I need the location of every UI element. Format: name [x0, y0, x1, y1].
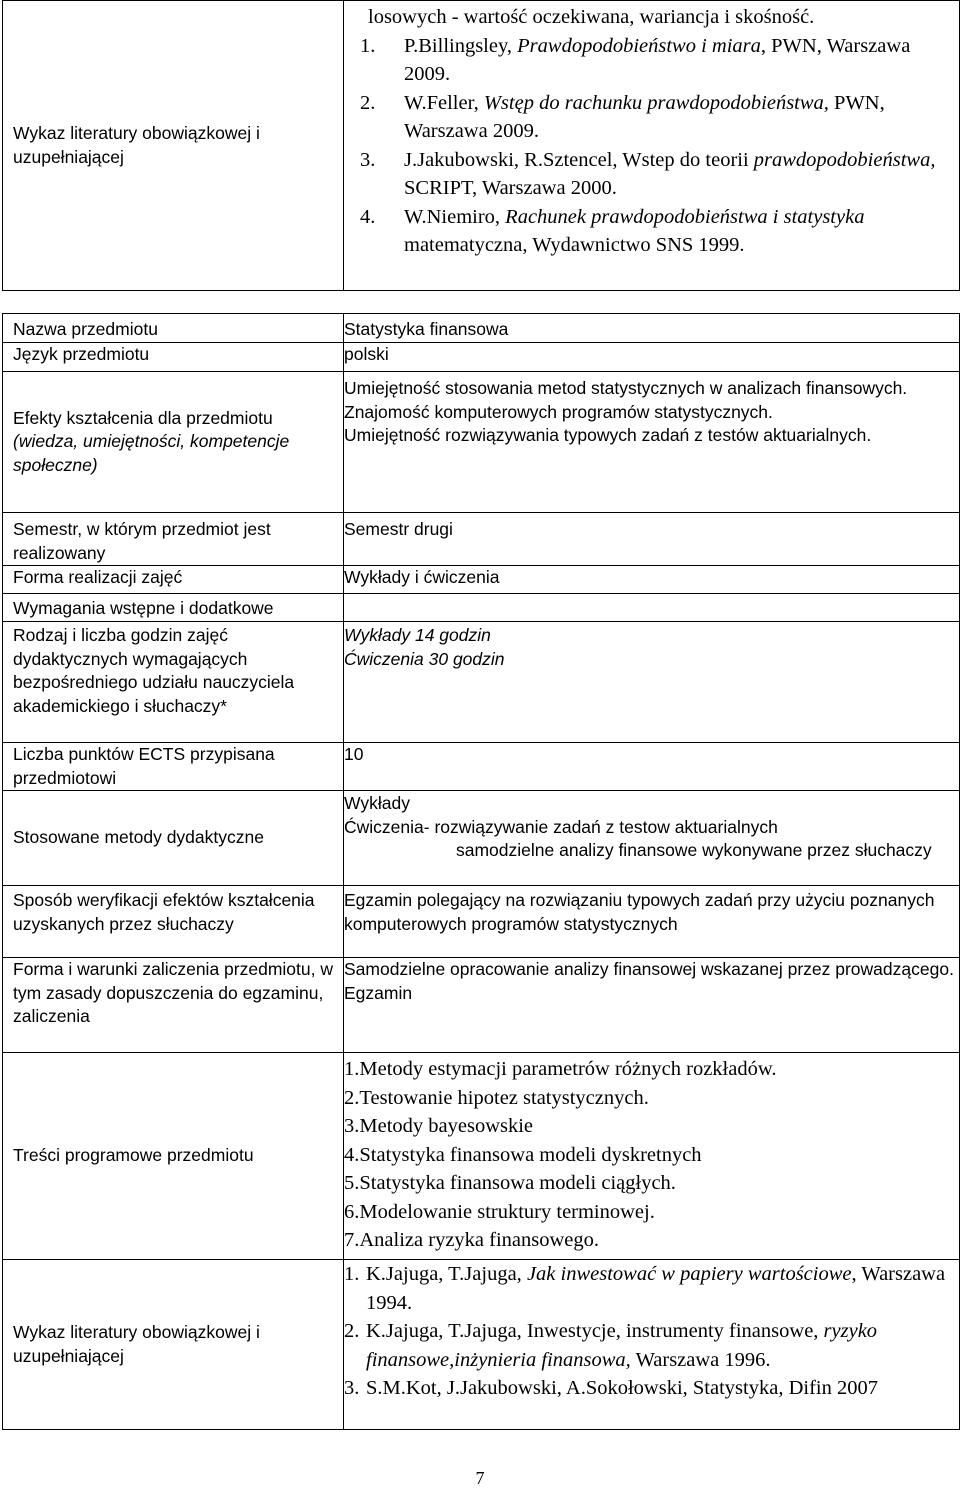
ects-label-cell	[3, 743, 344, 791]
methods-label: Stosowane metody dydaktyczne	[13, 827, 264, 848]
outcome-item: Umiejętność stosowania metod statystycznych w analizach finansowych.	[344, 378, 908, 398]
form-label: Forma realizacji zajęć	[13, 567, 183, 587]
pass-value-cell	[344, 958, 960, 1053]
outcomes-label: Efekty kształcenia dla przedmiotu	[13, 407, 273, 428]
content-value-cell	[344, 1053, 960, 1260]
verification-value-cell	[344, 886, 960, 958]
form-value: Wykłady i ćwiczenia	[344, 567, 500, 587]
hours-label-cell	[3, 622, 344, 743]
verification-value: Egzamin polegający na rozwiązaniu typowych zadań przy użyciu poznanych komputerowych programów statystycznych	[344, 890, 935, 934]
methods-exercises-continued: samodzielne analizy finansowe wykonywane przez słuchaczy	[456, 840, 932, 860]
content-item: 2.Testowanie hipotez statystycznych.	[344, 1086, 649, 1109]
outcome-item: Znajomość komputerowych programów statystycznych.	[344, 401, 773, 422]
content-item: 4.Statystyka finansowa modeli dyskretnych	[344, 1143, 702, 1166]
hours-value-cell	[344, 622, 960, 743]
course-name-label: Nazwa przedmiotu	[13, 319, 158, 339]
literature-label-cell	[3, 1260, 344, 1430]
literature-item: 1. K.Jajuga, T.Jajuga, Jak inwestować w papiery wartościowe, Warszawa 1994.	[344, 1263, 946, 1314]
name-value-cell	[344, 314, 960, 343]
language-label-cell	[3, 343, 344, 372]
semester-value-cell	[344, 513, 960, 566]
outcomes-label-cell	[3, 372, 344, 513]
language-value-cell	[344, 343, 960, 372]
outcomes-value-cell	[344, 372, 960, 513]
prereq-label-cell	[3, 594, 344, 622]
literature-table-top	[2, 0, 960, 291]
outcome-item: Umiejętność rozwiązywania typowych zadań z testów aktuarialnych.	[344, 425, 872, 445]
content-label-cell	[3, 1053, 344, 1260]
content-item: 3.Metody bayesowskie	[344, 1115, 534, 1137]
verification-label-cell	[3, 886, 344, 958]
literature-value-cell	[344, 1260, 960, 1430]
semester-label-cell	[3, 513, 344, 566]
content-item: 5.Statystyka finansowa modeli ciągłych.	[344, 1172, 676, 1194]
reference-item: 4. W.Niemiro, Rachunek prawdopodobieństwa i statystyka matematyczna, Wydawnictwo SNS 1999.	[360, 205, 865, 256]
methods-exercises: Ćwiczenia- rozwiązywanie zadań z testow aktuarialnych	[344, 816, 778, 837]
hours-label: Rodzaj i liczba godzin zajęć dydaktycznych wymagających bezpośredniego udziału nauczyciela akademickiego i słuchaczy*	[13, 625, 295, 716]
ects-value: 10	[344, 744, 364, 764]
content-label: Treści programowe przedmiotu	[13, 1145, 254, 1166]
reference-item: 2. W.Feller, Wstęp do rachunku prawdopodobieństwa, PWN, Warszawa 2009.	[360, 91, 885, 142]
course-table	[2, 313, 960, 1430]
pass-label: Forma i warunki zaliczenia przedmiotu, w tym zasady dopuszczenia do egzaminu, zaliczenia	[13, 959, 333, 1026]
methods-lectures: Wykłady	[344, 793, 410, 813]
content-item: 6.Modelowanie struktury terminowej.	[344, 1200, 655, 1223]
pass-label-cell	[3, 958, 344, 1053]
ects-label: Liczba punktów ECTS przypisana przedmiotowi	[13, 744, 275, 788]
pass-value-1: Samodzielne opracowanie analizy finansowej wskazanej przez prowadzącego.	[344, 959, 954, 979]
prereq-label: Wymagania wstępne i dodatkowe	[13, 598, 274, 618]
name-label-cell	[3, 314, 344, 343]
literature-item: 2. K.Jajuga, T.Jajuga, Inwestycje, instrumenty finansowe, ryzyko finansowe,inżynieria finansowa, Warszawa 1996.	[344, 1320, 878, 1371]
methods-value-cell	[344, 791, 960, 886]
verification-label: Sposób weryfikacji efektów kształcenia uzyskanych przez słuchaczy	[13, 890, 315, 934]
content-item: 7.Analiza ryzyka finansowego.	[344, 1229, 600, 1251]
distribution-intro-text: losowych - wartość oczekiwana, wariancja i skośność.	[368, 6, 815, 28]
semester-label: Semestr, w którym przedmiot jest realizowany	[13, 519, 271, 563]
prereq-value-cell	[344, 594, 960, 622]
lecture-hours: Wykłady 14 godzin	[344, 625, 491, 645]
form-label-cell	[3, 566, 344, 594]
literature-item: 3. S.M.Kot, J.Jakubowski, A.Sokołowski, Statystyka, Difin 2007	[344, 1377, 878, 1399]
outcomes-label-italic: (wiedza, umiejętności, kompetencje społeczne)	[13, 431, 290, 475]
language-label: Język przedmiotu	[13, 344, 150, 364]
top-literature-value-cell	[344, 1, 960, 291]
form-value-cell	[344, 566, 960, 594]
content-item: 1.Metody estymacji parametrów różnych rozkładów.	[344, 1058, 777, 1080]
reference-item: 1. P.Billingsley, Prawdopodobieństwo i miara, PWN, Warszawa 2009.	[360, 34, 911, 85]
semester-value: Semestr drugi	[344, 519, 453, 539]
course-name-value: Statystyka finansowa	[344, 319, 509, 339]
page-number: 7	[475, 1468, 485, 1488]
pass-value-2: Egzamin	[344, 982, 413, 1003]
top-literature-label-cell	[3, 1, 344, 291]
literature-label: Wykaz literatury obowiązkowej i uzupełniającej	[13, 1322, 260, 1366]
reference-item: 3. J.Jakubowski, R.Sztencel, Wstep do teorii prawdopodobieństwa, SCRIPT, Warszawa 2000.	[360, 148, 936, 199]
methods-label-cell	[3, 791, 344, 886]
language-value: polski	[344, 344, 389, 364]
ects-value-cell	[344, 743, 960, 791]
top-literature-label: Wykaz literatury obowiązkowej i uzupełniającej	[13, 123, 260, 167]
exercise-hours: Ćwiczenia 30 godzin	[344, 648, 505, 669]
